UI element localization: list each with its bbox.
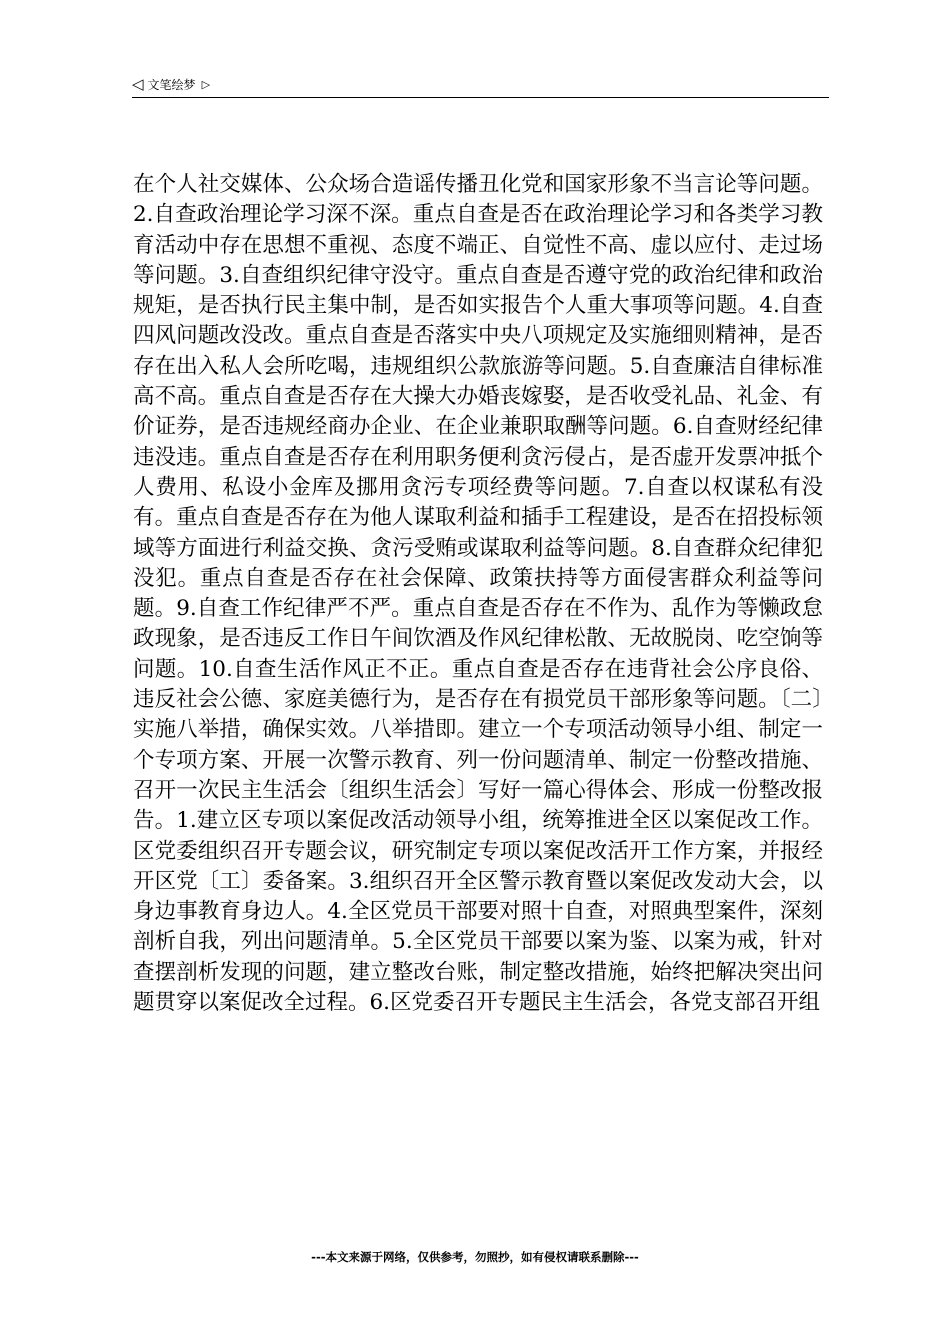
left-triangle-icon: ◁	[132, 75, 144, 93]
header-title: 文笔绘梦	[147, 78, 196, 92]
footer-disclaimer: ---本文来源于网络，仅供参考，勿照抄，如有侵权请联系删除---	[311, 1250, 639, 1264]
page-header	[132, 76, 210, 93]
header-divider	[132, 97, 829, 98]
right-triangle-icon: ▷	[201, 78, 211, 91]
body-paragraph: 在个人社交媒体、公众场合造谣传播丑化党和国家形象不当言论等问题。2.自查政治理论学习深不深。重点自查是否在政治理论学习和各类学习教育活动中存在思想不重视、态度不端正、自觉性不高、虚以应付、走过场等问题。3.自查组织纪律守没守。重点自查是否遵守党的政治纪律和政治规矩，是否执行民主集中制，是否如实报告个人重大事项等问题。4.自查四风问题改没改。重点自查是否落实中央八项规定及实施细则精神，是否存在出入私人会所吃喝，违规组织公款旅游等问题。5.自查廉洁自律标准高不高。重点自查是否存在大操大办婚丧嫁娶，是否收受礼品、礼金、有价证券，是否违规经商办企业、在企业兼职取酬等问题。6.自查财经纪律违没违。重点自查是否存在利用职务便利贪污侵占，是否虚开发票冲抵个人费用、私设小金库及挪用贪污专项经费等问题。7.自查以权谋私有没有。重点自查是否存在为他人谋取利益和插手工程建设，是否在招投标领域等方面进行利益交换、贪污受贿或谋取利益等问题。8.自查群众纪律犯没犯。重点自查是否存在社会保障、政策扶持等方面侵害群众利益等问题。9.自查工作纪律严不严。重点自查是否存在不作为、乱作为等懒政怠政现象，是否违反工作日午间饮酒及作风纪律松散、无故脱岗、吃空饷等问题。10.自查生活作风正不正。重点自查是否存在违背社会公序良俗、违反社会公德、家庭美德行为，是否存在有损党员干部形象等问题。〔二〕实施八举措，确保实效。八举措即。建立一个专项活动领导小组、制定一个专项方案、开展一次警示教育、列一份问题清单、制定一份整改措施、召开一次民主生活会〔组织生活会〕写好一篇心得体会、形成一份整改报告。1.建立区专项以案促改活动领导小组，统筹推进全区以案促改工作。区党委组织召开专题会议，研究制定专项以案促改活开工作方案，并报经开区党〔工〕委备案。3.组织召开全区警示教育暨以案促改发动大会，以身边事教育身边人。4.全区党员干部要对照十自查，对照典型案件，深刻剖析自我，列出问题清单。5.全区党员干部要以案为鉴、以案为戒，针对查摆剖析发现的问题，建立整改台账，制定整改措施，始终把解决突出问题贯穿以案促改全过程。6.区党委召开专题民主生活会，各党支部召开组	[133, 172, 823, 1016]
